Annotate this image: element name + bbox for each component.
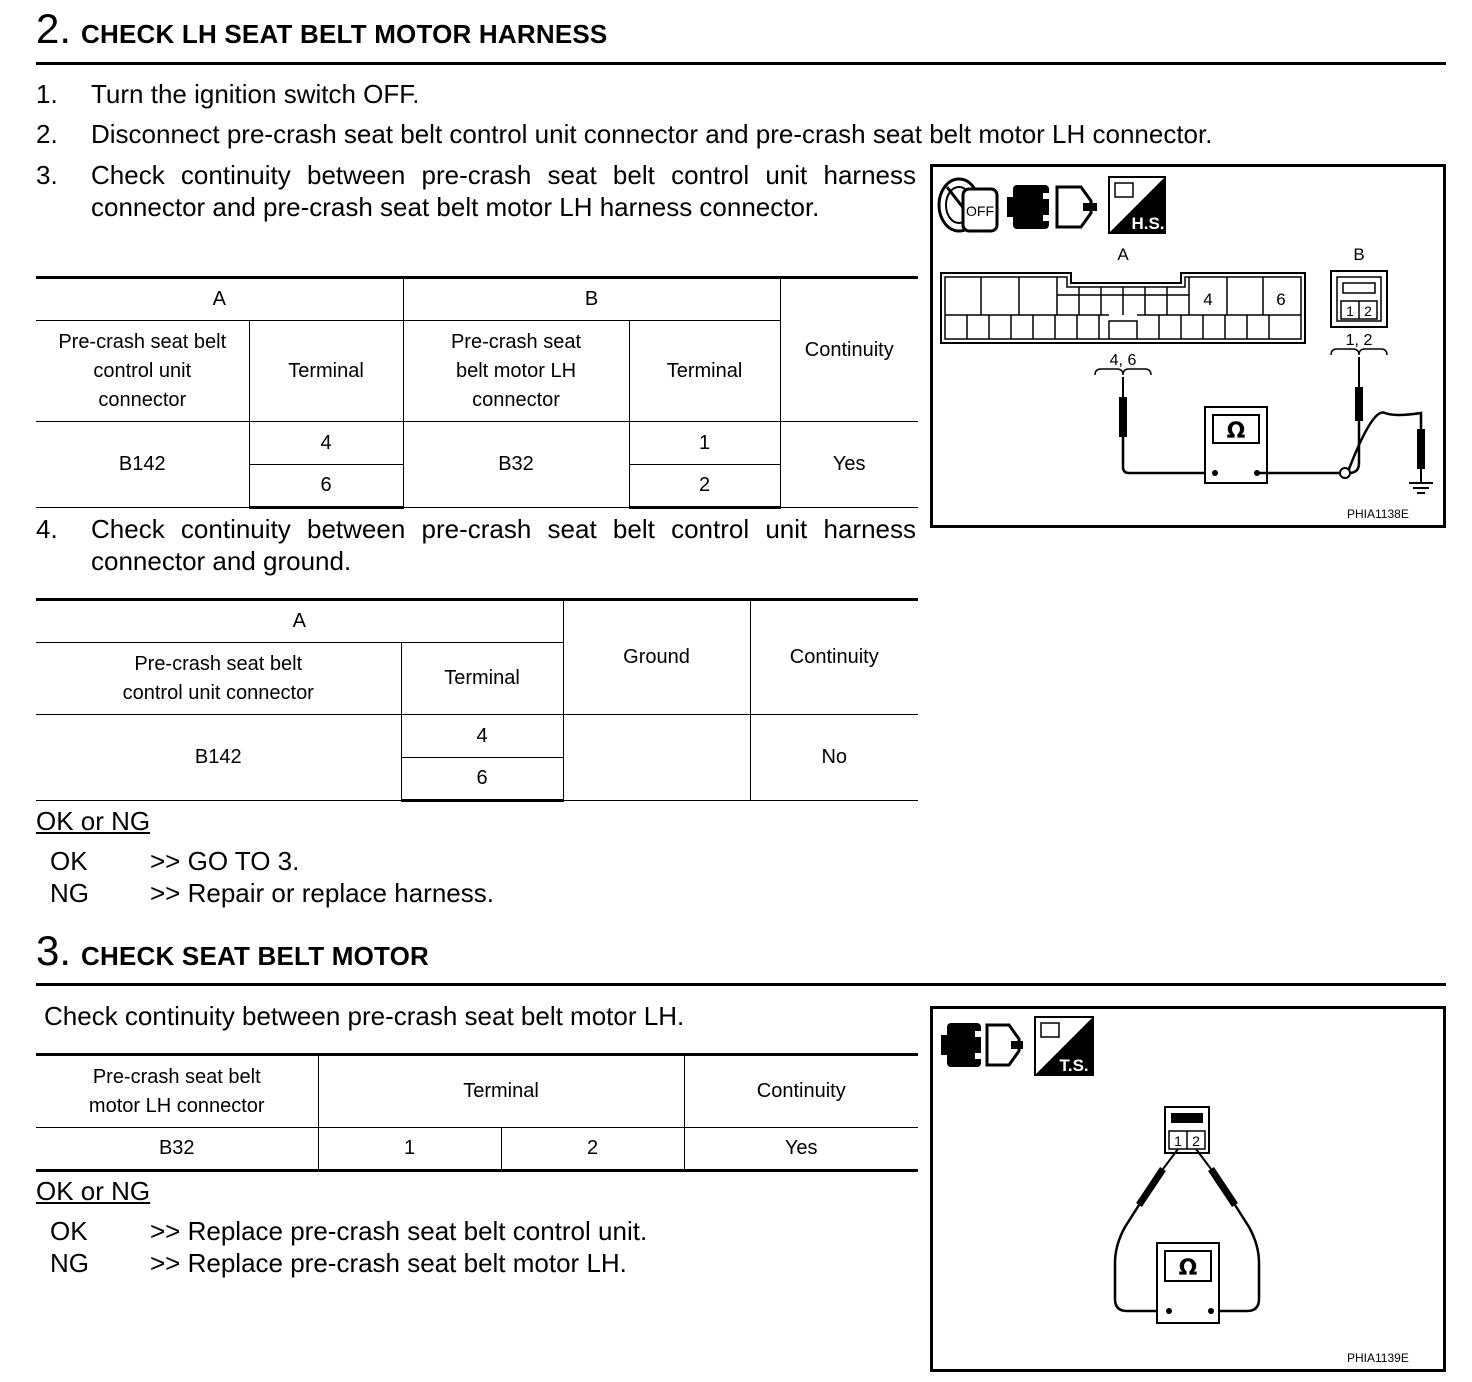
connector-b-label: B — [1353, 245, 1365, 264]
probe-b-label: 1, 2 — [1345, 332, 1373, 349]
ground-icon — [1409, 483, 1433, 493]
probe-a-label: 4, 6 — [1109, 352, 1137, 369]
ok-ng-title: OK or NG — [36, 806, 151, 836]
figure-code: PHIA1139E — [1347, 1351, 1409, 1365]
figure-code: PHIA1138E — [1347, 507, 1409, 521]
header-continuity: Continuity — [780, 278, 918, 422]
header-connector: Pre-crash seat belt motor LH connector — [36, 1055, 318, 1128]
header-a-terminal: Terminal — [249, 321, 403, 422]
instruction-item: 2. Disconnect pre-crash seat belt control unit connector and pre-crash seat belt motor LH connector. — [36, 119, 1213, 149]
cell-a-connector: B142 — [36, 422, 249, 508]
cell-continuity: No — [750, 715, 918, 801]
ohm-symbol: Ω — [1226, 419, 1246, 444]
step-3-heading — [36, 927, 430, 974]
cell-continuity: Yes — [684, 1128, 918, 1171]
header-b-connector: Pre-crash seat belt motor LH connector — [403, 321, 629, 422]
ok-row: OK >> GO TO 3. — [50, 846, 300, 876]
cell-b-connector: B32 — [403, 422, 629, 508]
section-rule — [36, 983, 1446, 986]
header-continuity: Continuity — [750, 600, 918, 715]
header-terminal: Terminal — [318, 1055, 684, 1128]
step-3-instruction: Check continuity between pre-crash seat belt motor LH. — [44, 1001, 685, 1031]
cell-ground — [563, 715, 750, 801]
instruction-item: 3. Check continuity between pre-crash seat belt control unit harness connector and pre-crash seat belt motor LH harness connector. — [36, 160, 916, 222]
step-number: 3. — [36, 927, 72, 974]
cell-a-terminal: 6 — [249, 465, 403, 508]
header-terminal: Terminal — [401, 643, 563, 715]
ok-row: OK >> Replace pre-crash seat belt control unit. — [50, 1216, 648, 1246]
svg-text:H.S.: H.S. — [1131, 214, 1165, 233]
header-a-connector: Pre-crash seat belt control unit connector — [36, 321, 249, 422]
cell-connector: B142 — [36, 715, 401, 801]
connector-icon — [1007, 185, 1097, 229]
continuity-table-motor — [36, 1053, 918, 1172]
connector-icon — [941, 1023, 1023, 1067]
svg-text:OFF: OFF — [966, 203, 994, 219]
cell-b-terminal: 1 — [629, 422, 780, 465]
cell-continuity: Yes — [780, 422, 918, 508]
continuity-table-a-b — [36, 276, 918, 509]
cell-terminal: 6 — [401, 758, 563, 801]
pin-6-label: 6 — [1276, 290, 1286, 309]
pin-4-label: 4 — [1203, 290, 1213, 309]
header-group-b: B — [403, 278, 780, 321]
header-b-terminal: Terminal — [629, 321, 780, 422]
motor-diagram — [933, 1009, 1443, 1369]
header-group-a: A — [36, 600, 563, 643]
cell-terminal-1: 1 — [318, 1128, 501, 1171]
header-continuity: Continuity — [684, 1055, 918, 1128]
instruction-item: 4. Check continuity between pre-crash seat belt control unit harness connector and ground. — [36, 514, 916, 576]
header-group-a: A — [36, 278, 403, 321]
terminal-side-icon — [1035, 1017, 1093, 1075]
svg-text:2: 2 — [1364, 303, 1372, 319]
cell-a-terminal: 4 — [249, 422, 403, 465]
ng-row: NG >> Repair or replace harness. — [50, 878, 494, 908]
harness-diagram — [933, 167, 1443, 525]
svg-text:1: 1 — [1346, 303, 1354, 319]
header-ground: Ground — [563, 600, 750, 715]
cell-terminal: 4 — [401, 715, 563, 758]
cell-connector: B32 — [36, 1128, 318, 1171]
harness-side-icon — [1109, 177, 1165, 233]
ok-ng-title: OK or NG — [36, 1176, 151, 1206]
pin-2-label: 2 — [1192, 1133, 1200, 1149]
wiring-figure-harness — [930, 164, 1446, 528]
pin-1-label: 1 — [1174, 1133, 1182, 1149]
instruction-item: 1. Turn the ignition switch OFF. — [36, 79, 420, 109]
header-connector: Pre-crash seat belt control unit connector — [36, 643, 401, 715]
cell-b-terminal: 2 — [629, 465, 780, 508]
step-2-heading — [36, 5, 608, 52]
ng-row: NG >> Replace pre-crash seat belt motor LH. — [50, 1248, 627, 1278]
cell-terminal-2: 2 — [501, 1128, 684, 1171]
step-title: CHECK SEAT BELT MOTOR — [81, 941, 430, 971]
ignition-off-icon — [939, 179, 997, 231]
step-title: CHECK LH SEAT BELT MOTOR HARNESS — [81, 19, 608, 49]
ohm-symbol: Ω — [1178, 1256, 1198, 1281]
section-rule — [36, 62, 1446, 65]
continuity-table-ground — [36, 598, 918, 802]
connector-a-label: A — [1117, 245, 1129, 264]
wiring-figure-motor — [930, 1006, 1446, 1372]
step-number: 2. — [36, 5, 72, 52]
svg-text:T.S.: T.S. — [1059, 1056, 1089, 1075]
